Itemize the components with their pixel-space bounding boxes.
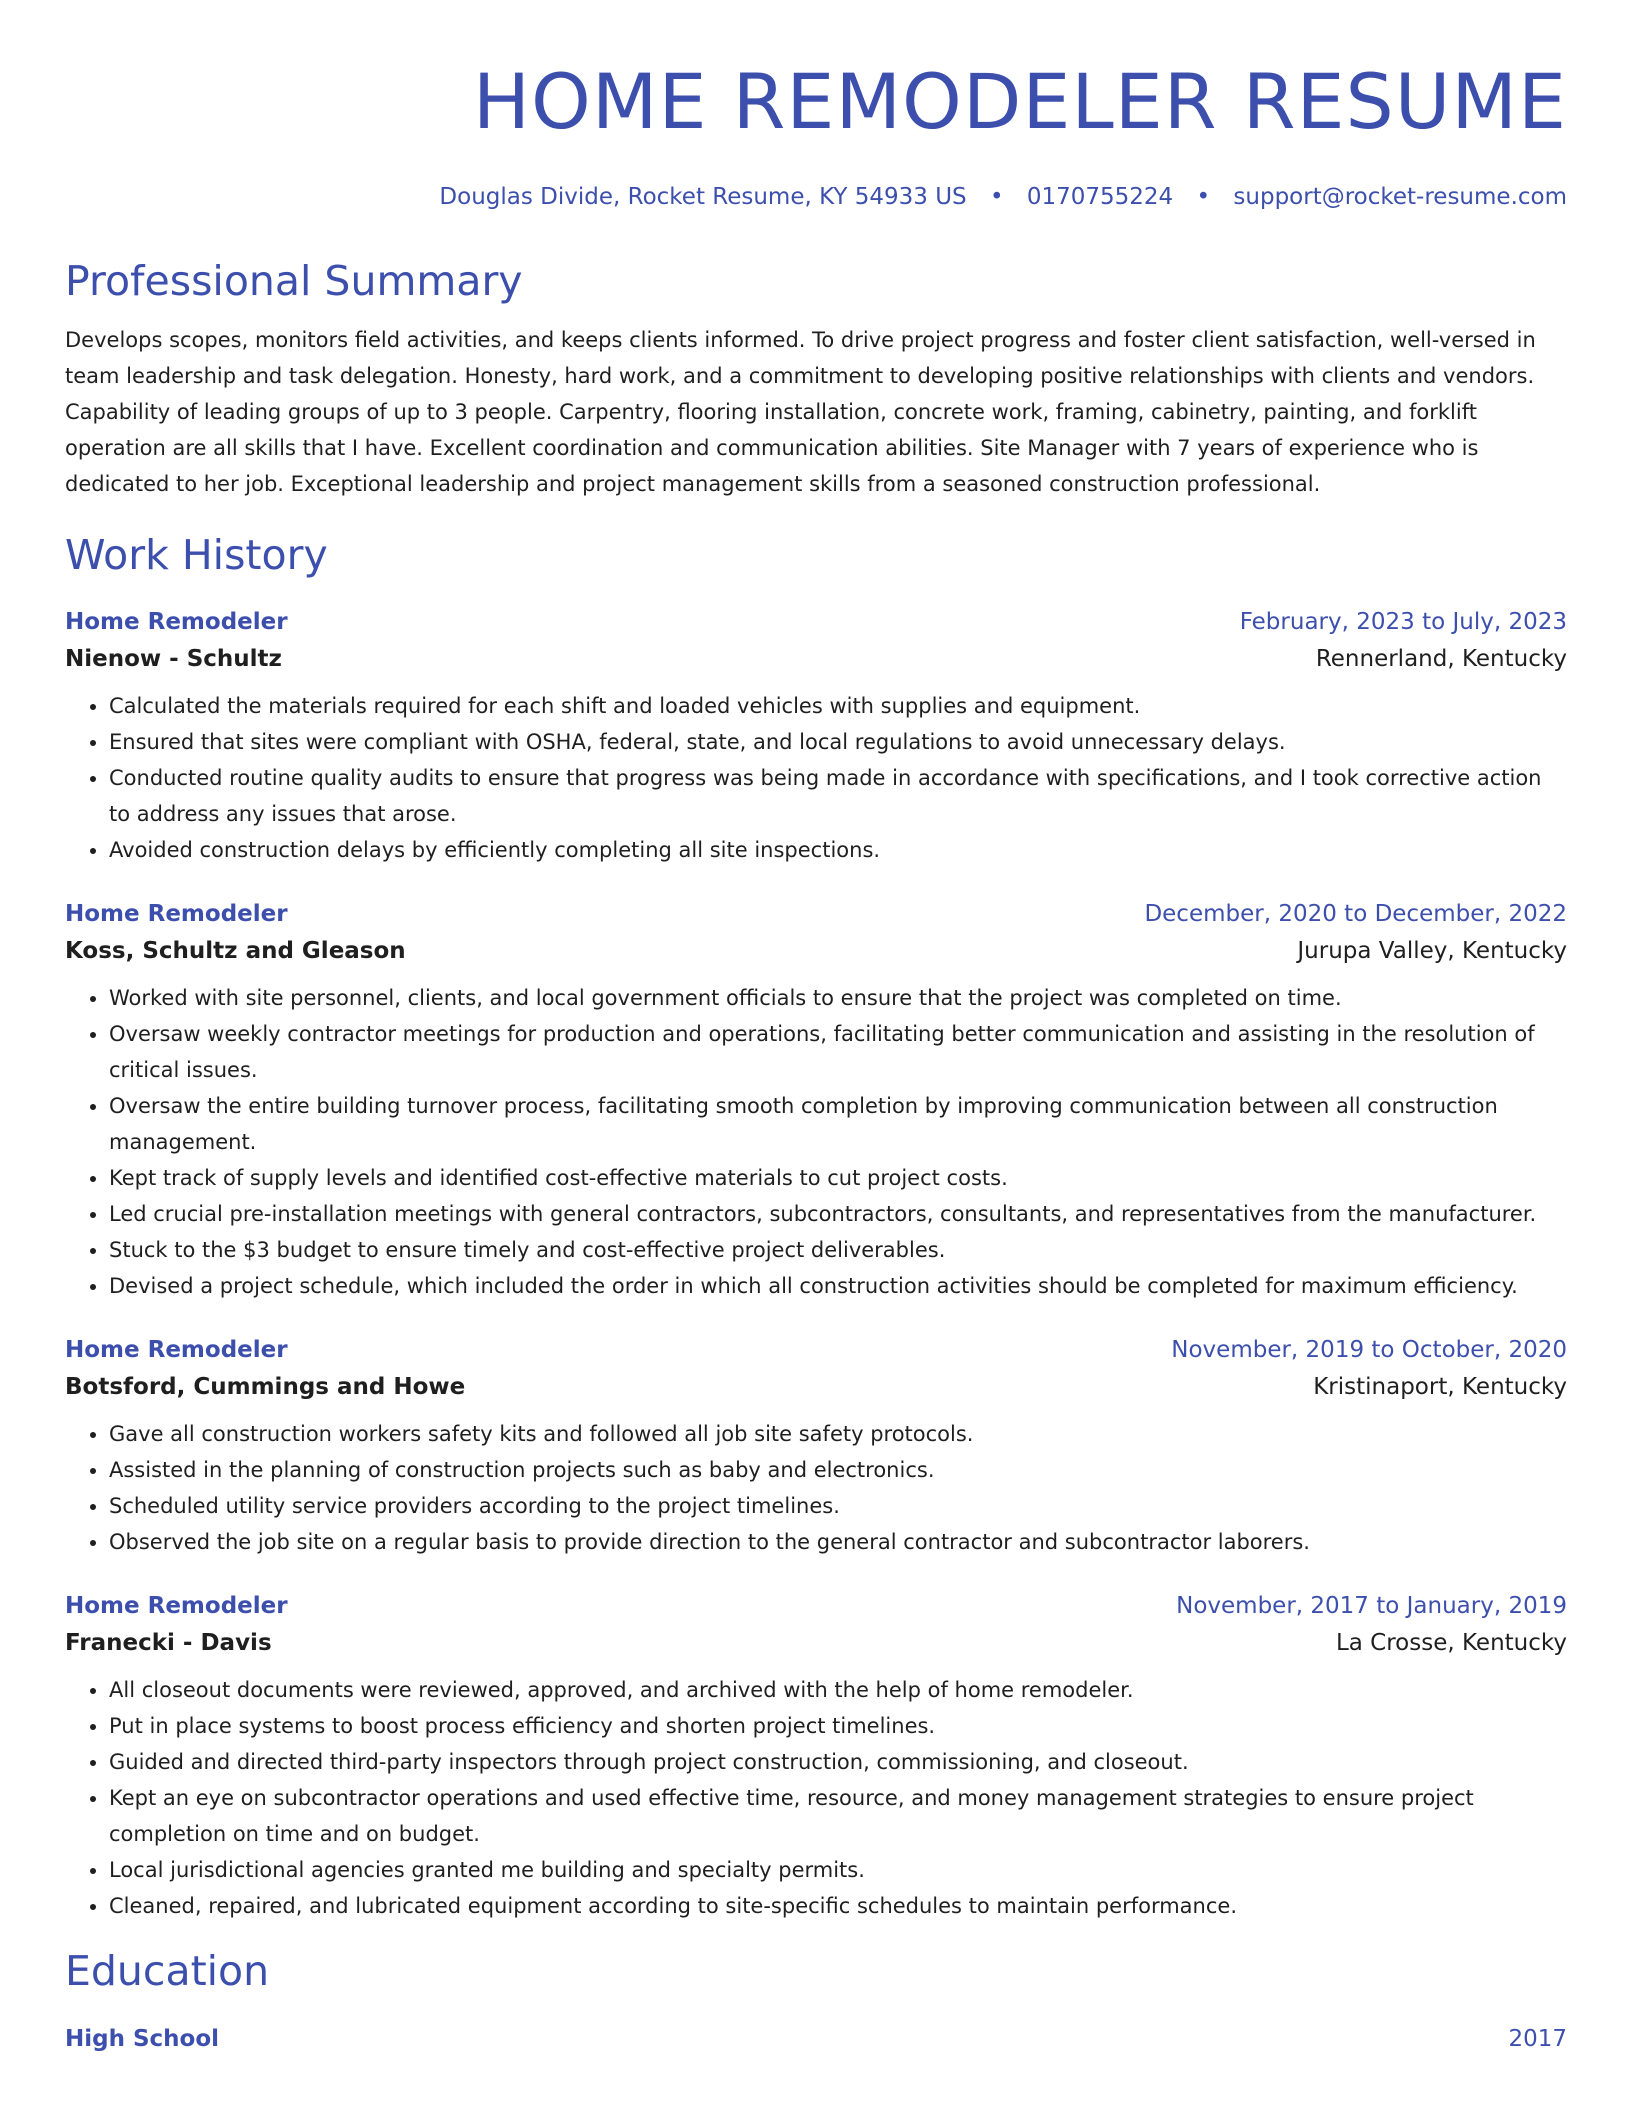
job-bullet: • Cleaned, repaired, and lubricated equipment according to site-specific schedules to maintain performance. <box>109 1888 1567 1924</box>
job-company: Botsford, Cummings and Howe <box>65 1374 466 1400</box>
job-bullet: • Gave all construction workers safety kits and followed all job site safety protocols. <box>109 1416 1567 1452</box>
job-location: Kristinaport, Kentucky <box>1313 1374 1567 1400</box>
contact-separator: • <box>1196 184 1211 210</box>
education-label: High School <box>65 2026 220 2052</box>
job-bullet: • Led crucial pre-installation meetings with general contractors, subcontractors, consultants, and representatives from the manufacturer. <box>109 1196 1567 1232</box>
job-bullet: • Devised a project schedule, which included the order in which all construction activities should be completed for maximum efficiency. <box>109 1268 1567 1304</box>
job-bullet: • Oversaw weekly contractor meetings for production and operations, facilitating better communication and assisting in the resolution of critical issues. <box>109 1016 1567 1088</box>
job-entry <box>65 1332 1567 1560</box>
contact-phone: 0170755224 <box>1026 184 1174 210</box>
job-bullet: • Ensured that sites were compliant with OSHA, federal, state, and local regulations to avoid unnecessary delays. <box>109 724 1567 760</box>
summary-text: Develops scopes, monitors field activities, and keeps clients informed. To drive project progress and foster client satisfaction, well-versed in team leadership and task delegation. Honesty, hard work, and a commitment to developing positive relationships with clients and vendors. Capability of leading groups of up to 3 people. Carpentry, flooring installation, concrete work, framing, cabinetry, painting, and forklift operation are all skills that I have. Excellent coordination and communication abilities. Site Manager with 7 years of experience who is dedicated to her job. Exceptional leadership and project management skills from a seasoned construction professional. <box>65 328 1536 496</box>
education-year: 2017 <box>1508 2026 1567 2052</box>
job-bullet: • Kept an eye on subcontractor operations and used effective time, resource, and money management strategies to ensure project completion on time and on budget. <box>109 1780 1567 1852</box>
job-list <box>65 604 1567 1924</box>
contact-address: Douglas Divide, Rocket Resume, KY 54933 US <box>439 184 967 210</box>
job-title: Home Remodeler <box>65 901 288 927</box>
job-bullet: • Avoided construction delays by efficiently completing all site inspections. <box>109 832 1567 868</box>
job-entry <box>65 604 1567 868</box>
job-location: La Crosse, Kentucky <box>1335 1630 1567 1656</box>
job-bullet: • Stuck to the $3 budget to ensure timely and cost-effective project deliverables. <box>109 1232 1567 1268</box>
job-dates: November, 2019 to October, 2020 <box>1171 1337 1567 1363</box>
job-title: Home Remodeler <box>65 1593 288 1619</box>
job-bullets <box>65 1416 1567 1560</box>
job-bullet: • Put in place systems to boost process efficiency and shorten project timelines. <box>109 1708 1567 1744</box>
job-bullet: • Conducted routine quality audits to ensure that progress was being made in accordance with specifications, and I took corrective action to address any issues that arose. <box>109 760 1567 832</box>
job-company: Franecki - Davis <box>65 1630 272 1656</box>
job-bullet: • Oversaw the entire building turnover process, facilitating smooth completion by improving communication between all construction management. <box>109 1088 1567 1160</box>
job-entry <box>65 1588 1567 1924</box>
job-location: Jurupa Valley, Kentucky <box>1297 938 1567 964</box>
job-bullet: • All closeout documents were reviewed, approved, and archived with the help of home remodeler. <box>109 1672 1567 1708</box>
job-company: Koss, Schultz and Gleason <box>65 938 406 964</box>
contact-line <box>65 182 1567 212</box>
job-title: Home Remodeler <box>65 1337 288 1363</box>
job-bullet: • Calculated the materials required for each shift and loaded vehicles with supplies and equipment. <box>109 688 1567 724</box>
job-dates: November, 2017 to January, 2019 <box>1176 1593 1567 1619</box>
job-bullet: • Guided and directed third-party inspectors through project construction, commissioning, and closeout. <box>109 1744 1567 1780</box>
job-bullet: • Observed the job site on a regular basis to provide direction to the general contractor and subcontractor laborers. <box>109 1524 1567 1560</box>
job-bullet: • Assisted in the planning of construction projects such as baby and electronics. <box>109 1452 1567 1488</box>
job-bullet: • Worked with site personnel, clients, and local government officials to ensure that the project was completed on time. <box>109 980 1567 1016</box>
job-bullets <box>65 1672 1567 1924</box>
job-location: Rennerland, Kentucky <box>1315 646 1567 672</box>
job-bullet: • Scheduled utility service providers according to the project timelines. <box>109 1488 1567 1524</box>
contact-email[interactable]: support@rocket-resume.com <box>1233 184 1567 210</box>
job-title: Home Remodeler <box>65 609 288 635</box>
education-heading: Education <box>65 1947 270 1995</box>
job-bullet: • Local jurisdictional agencies granted me building and specialty permits. <box>109 1852 1567 1888</box>
job-dates: December, 2020 to December, 2022 <box>1144 901 1567 927</box>
summary-heading: Professional Summary <box>65 257 523 305</box>
job-bullets <box>65 688 1567 868</box>
contact-separator: • <box>989 184 1004 210</box>
job-bullets <box>65 980 1567 1304</box>
job-bullet: • Kept track of supply levels and identified cost-effective materials to cut project costs. <box>109 1160 1567 1196</box>
job-dates: February, 2023 to July, 2023 <box>1239 609 1567 635</box>
job-entry <box>65 896 1567 1304</box>
resume-title: HOME REMODELER RESUME <box>472 57 1567 146</box>
education-item <box>65 2026 1567 2052</box>
work-history-heading: Work History <box>65 531 328 579</box>
job-company: Nienow - Schultz <box>65 646 282 672</box>
